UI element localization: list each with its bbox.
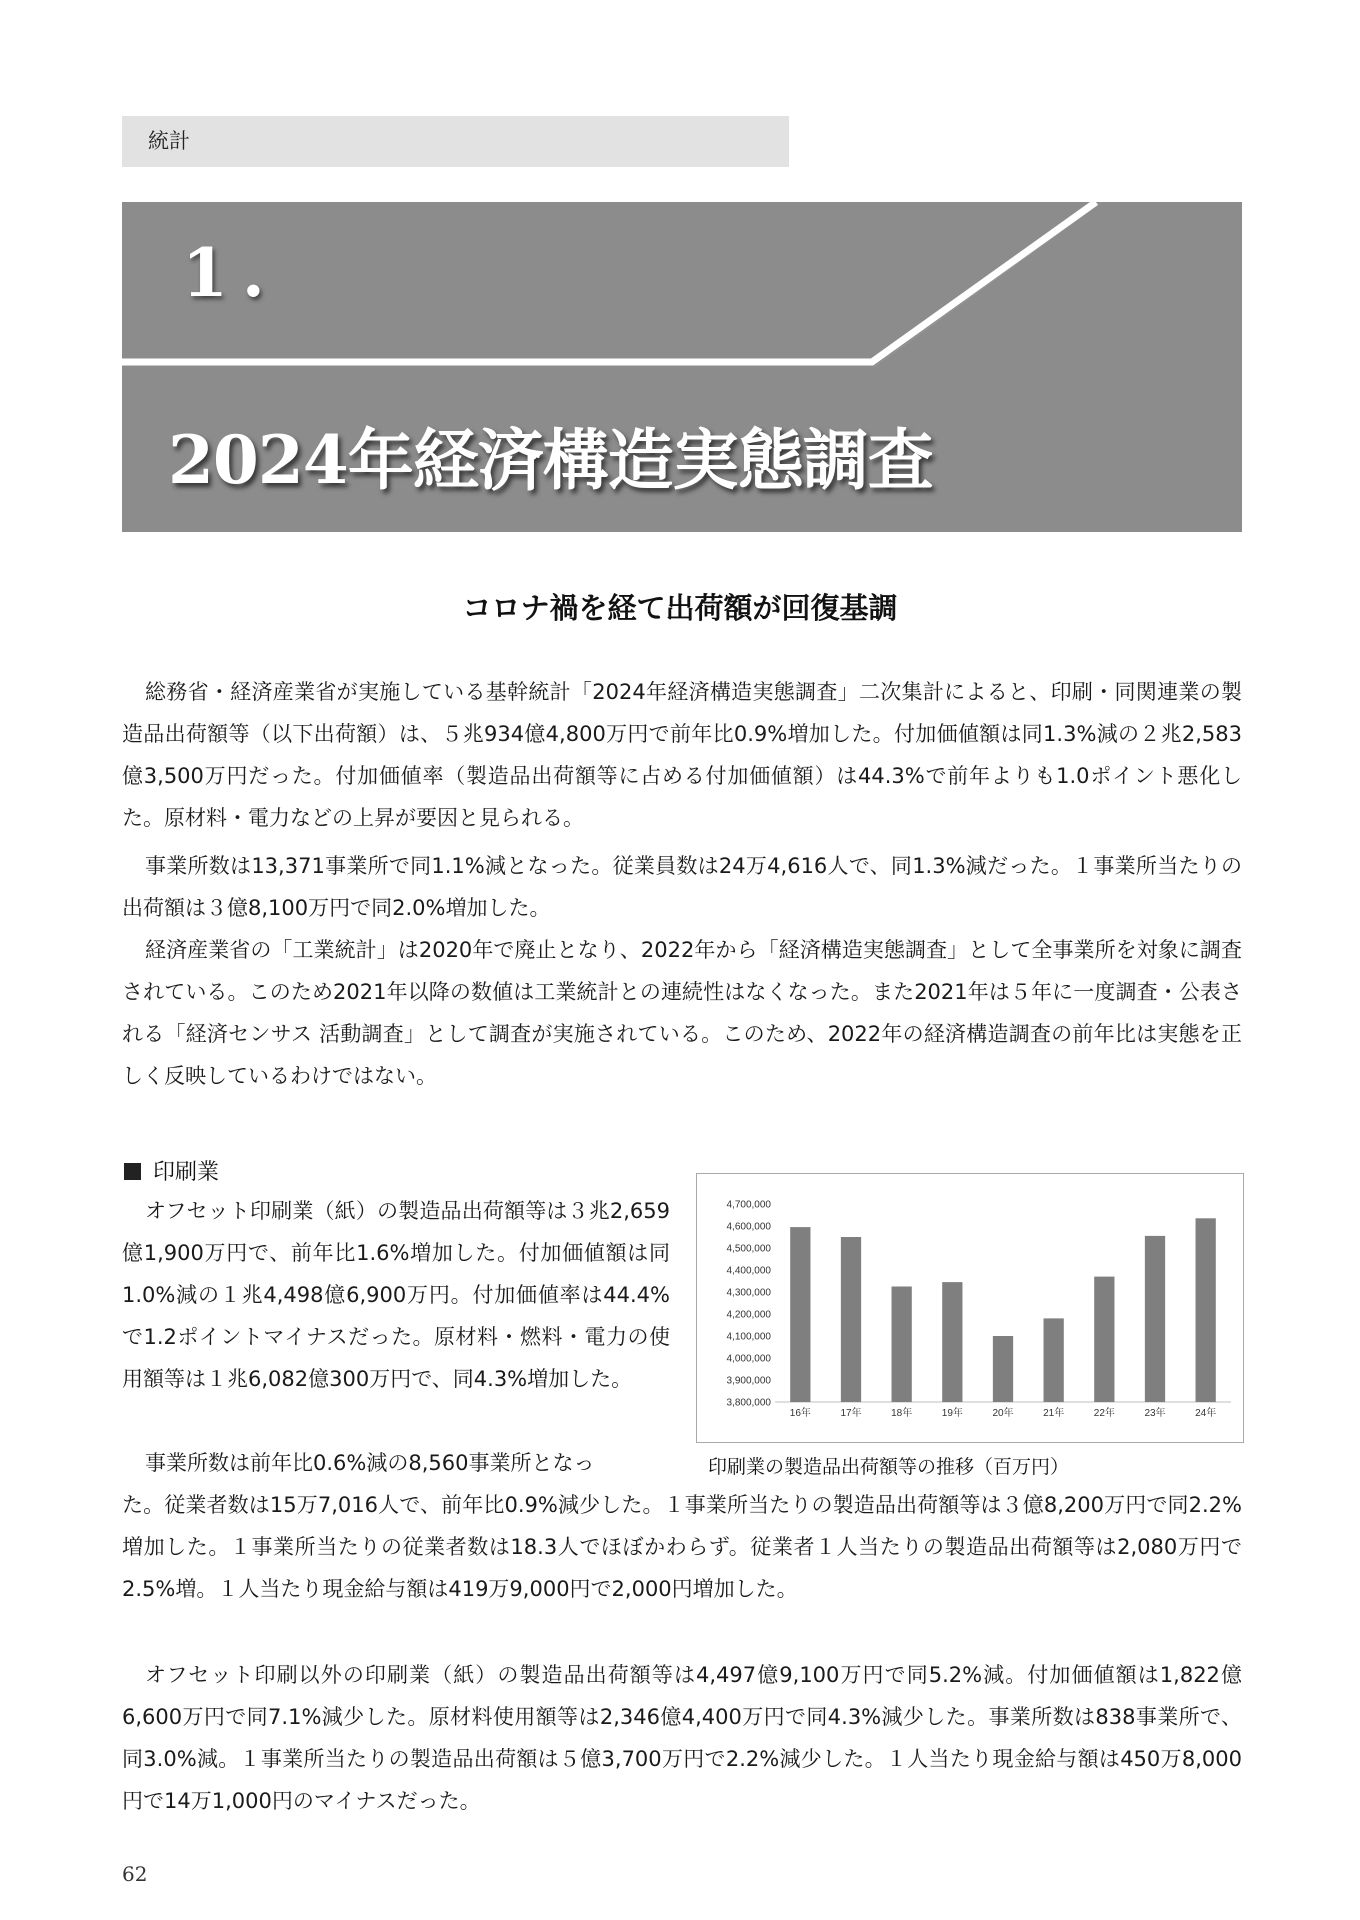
y-tick-label: 4,300,000	[726, 1287, 771, 1299]
chart-bar	[1044, 1318, 1064, 1402]
x-tick-label: 20年	[992, 1408, 1014, 1419]
y-tick-label: 4,700,000	[726, 1199, 771, 1211]
intro-paragraph-1: 総務省・経済産業省が実施している基幹統計「2024年経済構造実態調査」二次集計によると、印刷・同関連業の製造品出荷額等（以下出荷額）は、５兆934億4,800万円で前年比0.9%増加した。付加価値額は同1.3%減の２兆2,583億3,500万円だった。付加価値率（製造品出荷額等に占める付加価値額）は44.3%で前年よりも1.0ポイント悪化した。原材料・電力などの上昇が要因と見られる。	[122, 680, 1242, 830]
page-title: 2024年経済構造実態調査	[168, 421, 933, 499]
chart-bar	[993, 1336, 1013, 1402]
y-tick-label: 4,600,000	[726, 1221, 771, 1233]
x-tick-label: 21年	[1043, 1408, 1065, 1419]
section-paragraph-2-first-line: 事業所数は前年比0.6%減の8,560事業所となっ	[145, 1451, 595, 1475]
section-heading-text: 印刷業	[153, 1160, 220, 1185]
y-tick-label: 4,200,000	[726, 1309, 771, 1321]
category-label: 統計	[122, 116, 789, 167]
chapter-number: 1.	[182, 234, 279, 312]
page-number: 62	[122, 1862, 148, 1886]
x-tick-label: 16年	[789, 1408, 811, 1419]
y-tick-label: 4,100,000	[726, 1331, 771, 1343]
x-tick-label: 22年	[1093, 1408, 1115, 1419]
section-heading	[124, 1155, 219, 1186]
y-tick-label: 3,800,000	[726, 1397, 771, 1409]
y-tick-label: 4,400,000	[726, 1265, 771, 1277]
bar-chart	[696, 1173, 1244, 1443]
y-tick-label: 3,900,000	[726, 1375, 771, 1387]
chart-bar	[1196, 1218, 1216, 1402]
chart-bar	[841, 1237, 861, 1402]
y-tick-label: 4,000,000	[726, 1353, 771, 1365]
chart-caption: 印刷業の製造品出荷額等の推移（百万円）	[708, 1456, 1070, 1478]
section-paragraph-1: オフセット印刷業（紙）の製造品出荷額等は３兆2,659億1,900万円で、前年比1.6%増加した。付加価値額は同1.0%減の１兆4,498億6,900万円。付加価値率は44.4%で1.2ポイントマイナスだった。原材料・燃料・電力の使用額等は１兆6,082億300万円で、同4.3%増加した。	[122, 1199, 670, 1391]
chart-bar	[1145, 1236, 1165, 1402]
section-paragraph-2-rest: た。従業者数は15万7,016人で、前年比0.9%減少した。１事業所当たりの製造品出荷額等は３億8,200万円で同2.2%増加した。１事業所当たりの従業者数は18.3人でほぼかわらず。従業者１人当たりの製造品出荷額等は2,080万円で2.5%増。１人当たり現金給与額は419万9,000円で2,000円増加した。	[122, 1493, 1242, 1601]
section-paragraph-3: オフセット印刷以外の印刷業（紙）の製造品出荷額等は4,497億9,100万円で同5.2%減。付加価値額は1,822億6,600万円で同7.1%減少した。原材料使用額等は2,346億4,400万円で同4.3%減少した。事業所数は838事業所で、同3.0%減。１事業所当たりの製造品出荷額は５億3,700万円で2.2%減少した。１人当たり現金給与額は450万8,000円で14万1,000円のマイナスだった。	[122, 1663, 1242, 1813]
chapter-banner	[122, 202, 1242, 532]
chart-bar	[892, 1287, 912, 1403]
section-paragraph-2	[122, 1442, 1242, 1610]
square-bullet-icon	[124, 1163, 141, 1180]
y-tick-label: 4,500,000	[726, 1243, 771, 1255]
chart-svg	[697, 1174, 1243, 1442]
chart-bar	[1094, 1277, 1114, 1402]
intro-paragraph-2: 事業所数は13,371事業所で同1.1%減となった。従業員数は24万4,616人で、同1.3%減だった。１事業所当たりの出荷額は３億8,100万円で同2.0%増加した。	[122, 854, 1242, 920]
chart-bar	[942, 1282, 962, 1402]
x-tick-label: 17年	[840, 1408, 862, 1419]
intro-paragraph-3: 経済産業省の「工業統計」は2020年で廃止となり、2022年から「経済構造実態調査」として全事業所を対象に調査されている。このため2021年以降の数値は工業統計との連続性はなくなった。また2021年は５年に一度調査・公表される「経済センサス 活動調査」として調査が実施されている。このため、2022年の経済構造調査の前年比は実態を正しく反映しているわけではない。	[122, 938, 1242, 1088]
x-tick-label: 23年	[1144, 1408, 1166, 1419]
x-tick-label: 24年	[1195, 1408, 1217, 1419]
chart-bar	[790, 1227, 810, 1402]
article-subheading: コロナ禍を経て出荷額が回復基調	[462, 591, 898, 625]
x-tick-label: 18年	[891, 1408, 913, 1419]
x-tick-label: 19年	[941, 1408, 963, 1419]
